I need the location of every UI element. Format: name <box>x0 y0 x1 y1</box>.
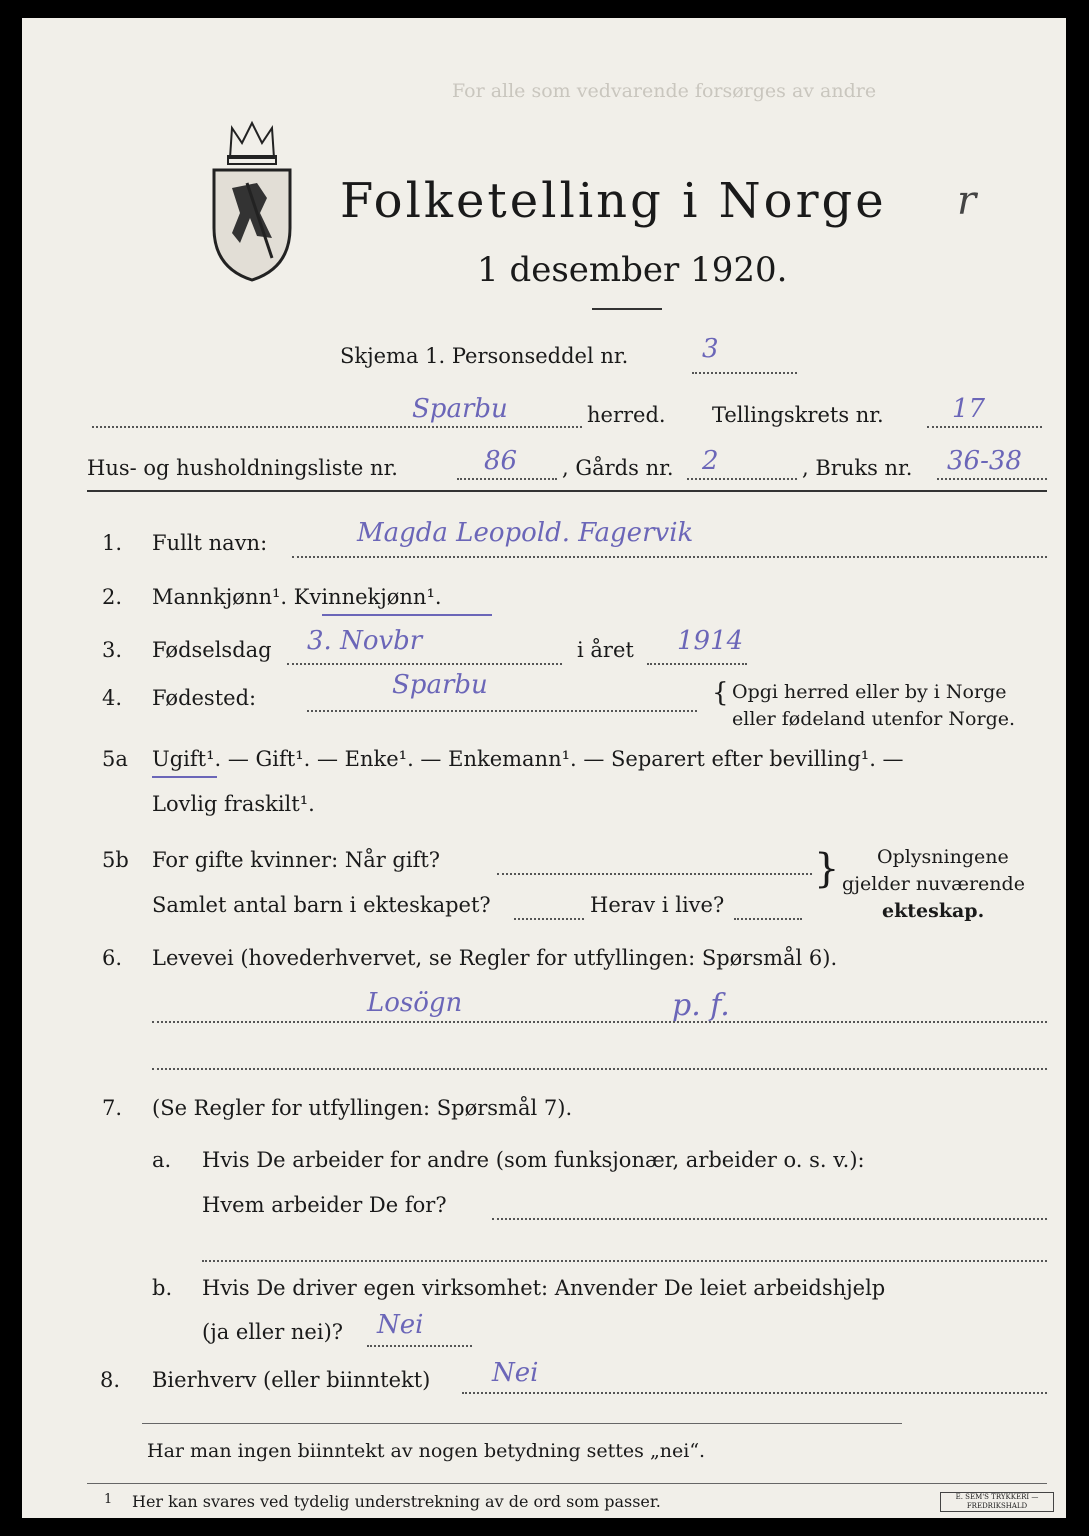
herred-label: herred. <box>587 403 666 427</box>
q2-number: 2. <box>102 585 123 609</box>
occupation-line1 <box>152 1021 1047 1023</box>
occupation-value[interactable]: Losögn <box>367 988 463 1018</box>
q5b-label2: Samlet antal barn i ekteskapet? <box>152 893 491 917</box>
full-name-line <box>292 556 1047 558</box>
personseddel-number[interactable]: 3 <box>702 334 719 364</box>
husholdningsliste-label: Hus- og husholdningsliste nr. <box>87 456 398 480</box>
bruks-label: , Bruks nr. <box>802 456 913 480</box>
herred-value[interactable]: Sparbu <box>412 394 508 424</box>
living-children-line <box>734 918 802 920</box>
q1-number: 1. <box>102 531 123 555</box>
q7b-label: Hvis De driver egen virksomhet: Anvender De leiet arbeidshjelp <box>202 1276 886 1300</box>
q5b-note-line1: Oplysningene <box>877 846 1009 868</box>
year-label: i året <box>577 638 634 662</box>
occupation-line2 <box>152 1068 1047 1070</box>
employer-line1 <box>492 1218 1047 1220</box>
q7b-label2: (ja eller nei)? <box>202 1320 344 1344</box>
married-date-line <box>497 873 812 875</box>
q7a-label: Hvis De arbeider for andre (som funksjonær, arbeider o. s. v.): <box>202 1148 865 1172</box>
q5b-brace: } <box>814 846 840 892</box>
tellingskrets-value[interactable]: 17 <box>952 394 986 424</box>
tellingskrets-label: Tellingskrets nr. <box>712 403 884 427</box>
footnote-mark: 1 <box>104 1492 113 1507</box>
q6-number: 6. <box>102 946 123 970</box>
birthplace-value[interactable]: Sparbu <box>392 670 488 700</box>
q5a-label: Ugift¹. — Gift¹. — Enke¹. — Enkemann¹. — Separert efter bevilling¹. — <box>152 747 904 771</box>
q7a-number: a. <box>152 1148 172 1172</box>
bruks-value[interactable]: 36-38 <box>947 446 1022 476</box>
personseddel-line <box>692 372 797 374</box>
title-underline <box>592 308 662 310</box>
children-line <box>514 918 584 920</box>
q5a-label2: Lovlig fraskilt¹. <box>152 792 315 816</box>
form-title: Folketelling i Norge <box>340 173 887 229</box>
birthplace-line <box>307 710 697 712</box>
bruks-line <box>937 478 1047 480</box>
hired-help-line <box>367 1345 472 1347</box>
gards-value[interactable]: 2 <box>702 446 719 476</box>
birthday-line <box>287 663 562 665</box>
birth-year-value[interactable]: 1914 <box>677 626 744 656</box>
birth-year-line <box>647 663 747 665</box>
census-date: 1 desember 1920. <box>477 250 788 290</box>
husholdningsliste-line <box>457 478 557 480</box>
q5a-number: 5a <box>102 747 128 771</box>
tellingskrets-line <box>927 426 1042 428</box>
census-form <box>22 18 1066 1518</box>
bleed-through: For alle som vedvarende forsørges av andre <box>452 80 877 102</box>
q4-note-line2: eller fødeland utenfor Norge. <box>732 708 1016 730</box>
hired-help-value[interactable]: Nei <box>377 1310 424 1340</box>
q5b-note-line2: gjelder nuværende <box>842 873 1025 895</box>
kvinnekjonn-underline <box>322 614 492 616</box>
q5b-label: For gifte kvinner: Når gift? <box>152 848 441 872</box>
q4-label: Fødested: <box>152 686 257 710</box>
q7b-number: b. <box>152 1276 173 1300</box>
q2-label: Mannkjønn¹. Kvinnekjønn¹. <box>152 585 442 609</box>
q8-number: 8. <box>100 1368 121 1392</box>
q1-label: Fullt navn: <box>152 531 268 555</box>
gards-line <box>687 478 797 480</box>
side-income-value[interactable]: Nei <box>492 1358 539 1388</box>
coat-of-arms-icon <box>202 118 302 288</box>
q7a-label2: Hvem arbeider De for? <box>202 1193 447 1217</box>
footnote-divider <box>87 1483 1047 1484</box>
q5b-note-line3: ekteskap. <box>882 900 985 922</box>
side-income-line <box>462 1392 1047 1394</box>
ugift-underline <box>152 776 217 778</box>
section-divider <box>87 490 1047 492</box>
q6-label: Levevei (hovederhvervet, se Regler for utfyllingen: Spørsmål 6). <box>152 946 838 970</box>
q5b-number: 5b <box>102 848 129 872</box>
q3-label: Fødselsdag <box>152 638 272 662</box>
q3-number: 3. <box>102 638 123 662</box>
employer-line2 <box>202 1260 1047 1262</box>
herred-line <box>92 426 582 428</box>
q7-label: (Se Regler for utfyllingen: Spørsmål 7). <box>152 1096 573 1120</box>
husholdningsliste-value[interactable]: 86 <box>484 446 518 476</box>
skjema-label: Skjema 1. Personseddel nr. <box>340 344 629 368</box>
q4-number: 4. <box>102 686 123 710</box>
birthday-value[interactable]: 3. Novbr <box>307 626 423 656</box>
nei-note: Har man ingen biinntekt av nogen betydning settes „nei“. <box>147 1440 706 1462</box>
note-divider <box>142 1423 902 1424</box>
q7-number: 7. <box>102 1096 123 1120</box>
footnote-text: Her kan svares ved tydelig understrekning av de ord som passer. <box>132 1492 661 1511</box>
q4-note-line1: Opgi herred eller by i Norge <box>732 681 1007 703</box>
printer-stamp: E. SEM'S TRYKKERI — FREDRIKSHALD <box>940 1492 1054 1512</box>
occupation-mark: p. f. <box>672 988 730 1023</box>
q4-brace: { <box>712 678 729 708</box>
corner-mark: r <box>957 178 977 224</box>
herav-label: Herav i live? <box>590 893 725 917</box>
q8-label: Bierhverv (eller biinntekt) <box>152 1368 431 1392</box>
full-name-value[interactable]: Magda Leopold. Fagervik <box>357 518 694 548</box>
gards-label: , Gårds nr. <box>562 456 674 480</box>
